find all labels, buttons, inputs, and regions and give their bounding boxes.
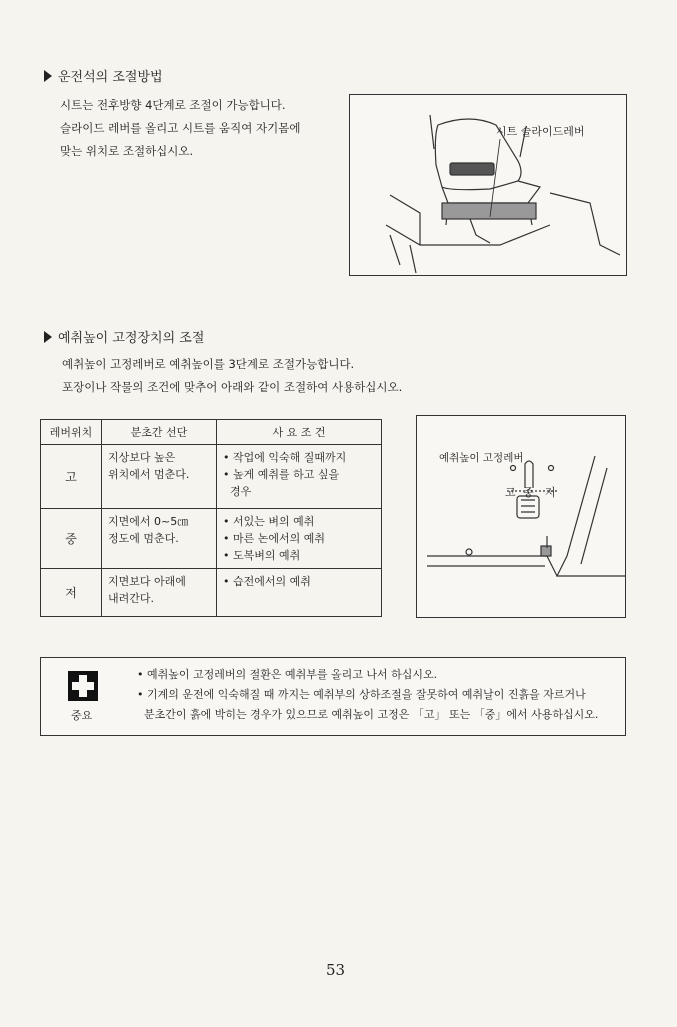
section2-text [62,353,402,399]
condition-cell [217,445,382,509]
table-header: 사 요 조 건 [217,420,382,445]
position-high-label: 고 [505,486,516,499]
condition-text: • 마른 논에서의 예취 [223,532,325,545]
stop-cell [102,445,217,509]
section2-heading: 예취높이 고정장치의 조절 [44,327,204,346]
seat-slide-figure [349,94,627,276]
stop-text: 정도에 멈춘다. [108,532,179,545]
table-header-row [41,420,382,445]
stop-text: 지상보다 높은 [108,451,176,464]
section1-line: 슬라이드 레버를 올리고 시트를 움직여 자기몸에 [60,121,301,135]
triangle-bullet-icon [44,331,52,343]
note-line: • 예취높이 고정레버의 절환은 예취부를 올리고 나서 하십시오. [137,668,438,681]
stop-text: 지면에서 0~5㎝ [108,515,189,528]
condition-text: • 도복벼의 예취 [223,549,301,562]
page-number: 53 [326,961,346,979]
height-lever-illustration [417,416,625,617]
seat-slide-lever-label: 시트 슬라이드레버 [496,125,585,138]
note-text [137,665,598,725]
lever-position: 중 [41,509,102,569]
important-note-box [40,657,626,736]
position-middle-label: 중 [523,486,534,499]
section1-text [60,94,300,163]
lever-position: 고 [41,445,102,509]
note-line: • 기계의 운전에 익숙해질 때 까지는 예취부의 상하조절을 잘못하여 예취날이 진흙을 자르거나 [137,688,586,701]
height-lever-figure [416,415,626,618]
lever-position: 저 [41,569,102,617]
stop-text: 내려간다. [108,592,155,605]
section1-heading: 운전석의 조절방법 [44,66,163,85]
condition-cell [217,569,382,617]
section1-line: 시트는 전후방향 4단계로 조절이 가능합니다. [60,98,286,112]
condition-text: • 서있는 벼의 예취 [223,515,315,528]
stop-cell [102,569,217,617]
warning-cross-icon [68,671,98,701]
table-header: 분초간 선단 [102,420,217,445]
condition-text: • 습전에서의 예취 [223,575,311,588]
condition-text: • 작업에 익숙해 질때까지 [223,451,347,464]
table-header: 레버위치 [41,420,102,445]
table-row [41,445,382,509]
table-row [41,509,382,569]
section2-line: 포장이나 작물의 조건에 맞추어 아래와 같이 조절하여 사용하십시오. [62,380,403,394]
important-label: 중요 [71,709,93,722]
triangle-bullet-icon [44,70,52,82]
note-line: 분초간이 흙에 박히는 경우가 있으므로 예취높이 고정은 「고」 또는 「중」에서 사용하십시오. [137,708,599,721]
table-row [41,569,382,617]
condition-text: 경우 [223,485,252,498]
stop-text: 지면보다 아래에 [108,575,186,588]
condition-cell [217,509,382,569]
section2-line: 예취높이 고정레버로 예취높이를 3단계로 조절가능합니다. [62,357,355,371]
seat-illustration [350,95,626,275]
lever-position-table [40,419,382,617]
section1-line: 맞는 위치로 조절하십시오. [60,144,194,158]
condition-text: • 높게 예취를 하고 싶을 [223,468,340,481]
stop-text: 위치에서 멈춘다. [108,468,190,481]
height-lever-label: 예취높이 고정레버 [439,452,524,464]
stop-cell [102,509,217,569]
position-low-label: 저 [545,486,556,499]
